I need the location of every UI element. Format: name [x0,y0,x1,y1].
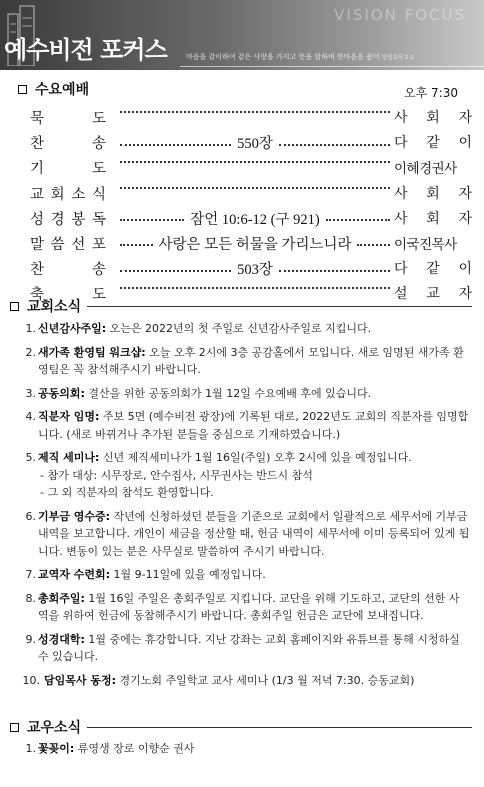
item-number: 5. [25,451,36,464]
order-content: 사랑은 모든 허물을 가리느니라 [158,236,352,253]
order-leader-dots [120,132,390,153]
order-label-char: 묵 [30,111,45,127]
news-title: 교회소식 [27,299,82,315]
order-leader-text: 회 [426,110,440,126]
order-leader [394,258,472,278]
order-content: 잠언 10:6-12 (구 921) [190,211,320,228]
item-subline: - 참가 대상: 시무장로, 안수집사, 시무권사는 반드시 참석 [40,468,313,482]
news-item [18,566,470,584]
order-leader [394,107,472,127]
order-leader [394,157,472,177]
order-label-char: 송 [91,136,106,153]
order-leader-text: 사 [394,110,408,126]
item-number: 7. [25,568,36,581]
header-rule [180,66,484,67]
order-label [30,107,106,128]
order-label-char: 찬 [30,136,45,153]
verse-text: 마음을 같이하여 같은 사랑을 가지고 뜻을 합하며 한마음을 품어 [186,53,380,61]
order-row [30,205,470,230]
order-leader-dots [120,283,390,289]
elders-list [18,740,470,764]
item-heading: 제직 세미나: [38,451,100,464]
order-label [30,157,106,178]
worship-header [18,79,458,99]
section-divider [87,306,472,307]
item-body: 1월 16일 주일은 총회주일로 지킵니다. 교단을 위해 기도하고, 교단의 선한 사역을 위하여 헌금에 동참해주시기 바랍니다. 총회주일 헌금은 교단에 보내집니다. [38,591,460,622]
news-list [18,320,470,695]
checkbox-square-icon [18,85,27,94]
item-heading: 기부금 영수증: [38,509,110,523]
order-label-char: 도 [91,161,106,178]
order-leader [394,233,472,253]
worship-time: 오후 7:30 [404,86,458,100]
item-heading: 공동의회: [38,386,85,400]
order-label-char: 성 [30,211,45,228]
item-number: 10. [22,673,40,687]
item-heading: 꽃꽂이: [38,742,75,755]
order-label-char: 도 [91,111,106,127]
item-body: 결산을 위한 공동의회가 1월 12일 수요예배 후에 있습니다. [84,386,372,400]
order-leader-text: 같 [426,135,440,152]
news-header [10,296,472,316]
item-body: 경기노회 주일학교 교사 세미나 (1/3 월 저녁 7:30. 승동교회) [115,673,415,687]
order-leader-text: 이 [458,261,472,278]
news-item [18,508,470,561]
order-label-char: 포 [91,236,106,253]
item-number: 8. [25,591,36,605]
news-item [18,320,470,338]
order-label-char: 회 [50,186,65,203]
item-number: 1. [25,742,36,755]
order-label-char: 봉 [71,211,86,228]
news-item [18,740,470,758]
order-content: 550장 [237,136,273,153]
order-leader-text: 다 [394,135,408,152]
order-leader-text: 이혜경권사 [394,161,457,178]
dotted-leader [120,236,153,246]
order-row [30,104,470,129]
order-leader-dots [120,258,390,279]
order-label-char: 선 [71,236,86,253]
dotted-leader [120,283,390,289]
dotted-leader [279,262,390,272]
order-leader-text: 사 [394,185,408,202]
header-banner [0,0,484,70]
order-label-char: 교 [30,186,45,203]
order-leader-text: 자 [458,210,472,227]
order-label [30,258,106,279]
order-leader-text: 같 [426,261,440,278]
dotted-leader [120,262,231,272]
order-label-char: 독 [91,211,106,228]
order-leader-text: 회 [426,210,440,227]
verse-reference: 빌립보서 2:2 [381,55,414,61]
order-leader-text: 이국진목사 [394,236,457,253]
dotted-leader [120,183,390,189]
worship-title: 수요예배 [35,82,90,98]
order-leader-text: 사 [394,210,408,227]
item-body: 신년 제직세미나가 1월 16일(주일) 오후 2시에 있을 예정입니다. [99,451,412,464]
order-label-char: 축 [30,287,45,304]
checkbox-square-icon [10,302,19,311]
dotted-leader [326,211,390,221]
order-leader-dots [120,157,390,163]
order-leader-text: 자 [458,286,472,303]
dotted-leader [120,136,231,146]
order-row [30,180,470,205]
order-leader-text: 교 [426,286,440,303]
order-row [30,230,470,255]
item-body: 주보 5면 (예수비전 광장)에 기록된 대로, 2022년도 교회의 직분자를 임명합니다. (새로 바뀌거나 추가된 분들을 중심으로 기재하였습니다.) [38,410,469,441]
news-item [18,344,470,379]
item-heading: 신년감사주일: [38,322,107,335]
order-label [30,183,106,204]
item-heading: 총회주일: [38,591,85,605]
dotted-leader [120,157,390,163]
order-leader-text: 다 [394,261,408,278]
news-item [18,449,470,502]
checkbox-square-icon [10,723,19,732]
item-heading: 직분자 임명: [38,410,100,423]
item-heading: 교역자 수련회: [38,568,110,581]
item-number: 4. [25,410,36,423]
dotted-leader [279,136,390,146]
order-label [30,233,106,254]
header-verse [186,52,414,62]
item-number: 1. [25,322,36,335]
order-leader-dots [120,107,390,113]
dotted-leader [357,236,390,246]
order-label-char: 기 [30,161,45,178]
dotted-leader [120,107,390,113]
order-content: 503장 [237,262,273,279]
elders-title: 교우소식 [27,720,82,736]
order-label-char: 경 [50,211,65,228]
order-leader [394,183,472,203]
item-number: 6. [25,509,36,523]
item-heading: 새가족 환영팀 워크샵: [38,345,146,359]
news-item [18,672,470,690]
order-label-char: 식 [91,186,106,203]
order-label [30,132,106,153]
item-heading: 성경대학: [38,632,85,646]
order-leader-dots [120,208,390,229]
order-row [30,154,470,179]
item-body: 류영생 장로 이향순 권사 [74,742,195,755]
order-leader-text: 회 [426,185,440,202]
order-leader-dots [120,233,390,254]
item-number: 3. [25,386,36,400]
order-label [30,208,106,229]
item-body: 작년에 신청하셨던 분들을 기준으로 교회에서 일괄적으로 세무서에 기부금 내역을 보고합니다. 개인이 세금을 정산할 때, 헌금 내역이 세무서에 이미 등록되어 있게 됩니다. 변동이 있는 분은 사무실로 말씀하여 주시기 바랍니다. [38,509,470,558]
order-row [30,255,470,280]
item-body: 1월 중에는 휴강합니다. 지난 강좌는 교회 홈페이지와 유튜브를 통해 시청하실 수 있습니다. [38,632,460,663]
page-title: 예수비전 포커스 [4,36,167,64]
item-subline: - 그 외 직분자의 참석도 환영합니다. [40,486,214,499]
order-label-char: 말 [30,236,45,253]
header-ghost-text: VISION FOCUS [334,6,466,24]
item-body: 1월 9-11일에 있을 예정입니다. [109,568,266,581]
order-label-char: 찬 [30,262,45,279]
order-label-char: 씀 [50,236,65,253]
order-row [30,129,470,154]
order-leader-text: 이 [458,135,472,152]
order-leader [394,208,472,228]
item-body: 오늘 오후 2시에 3층 공감홀에서 모입니다. 새로 임명된 새가족 환영팀은 꼭 참석해주시기 바랍니다. [38,345,464,376]
order-label-char: 송 [91,262,106,279]
dotted-leader [120,211,184,221]
order-leader-text: 설 [394,286,408,303]
order-leader-text: 자 [458,185,472,202]
news-item [18,408,470,443]
news-item [18,385,470,403]
order-leader-text: 자 [458,110,472,126]
section-divider [87,727,472,728]
elders-header [10,717,472,737]
order-label-char: 소 [71,186,86,203]
item-number: 9. [25,632,36,646]
order-leader-dots [120,183,390,189]
news-item [18,631,470,666]
item-heading: 담임목사 동정: [44,673,116,687]
order-leader [394,132,472,152]
item-body: 오는은 2022년의 첫 주일로 신년감사주일로 지킵니다. [106,322,372,335]
item-number: 2. [25,345,36,359]
order-label-char: 도 [91,287,106,304]
worship-order [30,104,470,306]
news-item [18,590,470,625]
